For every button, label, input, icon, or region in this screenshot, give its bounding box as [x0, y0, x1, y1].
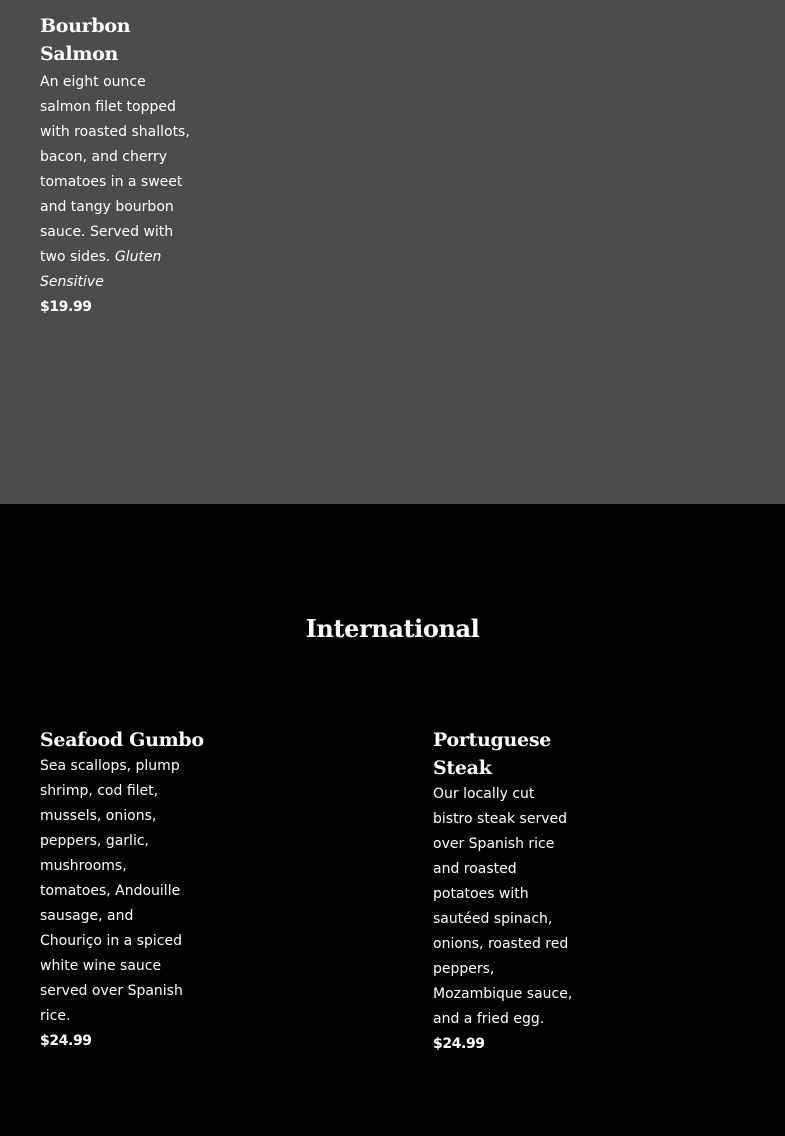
menu-section-grey: [0, 0, 785, 504]
menu-item-title: Bourbon Salmon: [40, 15, 131, 65]
menu-item-description-text: An eight ounce salmon filet topped with roasted shallots, bacon, and cherry tomatoes in a sweet and tangy bourbon sauce. Served with two sides.: [40, 74, 190, 265]
menu-item-description: [40, 70, 190, 295]
menu-item-portuguese-steak: [433, 726, 578, 1057]
menu-item-dietary-note: Gluten Sensitive: [40, 249, 162, 290]
menu-item-seafood-gumbo: [40, 726, 204, 1054]
menu-item-description: Our locally cut bistro steak served over Spanish rice and roasted potatoes with sautéed spinach, onions, roasted red peppers, Mozambique sauce, and a fried egg.: [433, 786, 573, 1027]
menu-item-price: $19.99: [40, 299, 92, 315]
menu-item-title: Portuguese Steak: [433, 729, 552, 779]
menu-item-price: $24.99: [40, 1033, 92, 1049]
menu-item-bourbon-salmon: [40, 12, 190, 320]
menu-item-title: Seafood Gumbo: [40, 729, 204, 751]
menu-item-description: Sea scallops, plump shrimp, cod filet, mussels, onions, peppers, garlic, mushrooms, tomatoes, Andouille sausage, and Chouriço in a spiced white wine sauce served over Spanish rice.: [40, 758, 183, 1024]
menu-item-price: $24.99: [433, 1036, 485, 1052]
section-heading-international: International: [305, 614, 480, 643]
